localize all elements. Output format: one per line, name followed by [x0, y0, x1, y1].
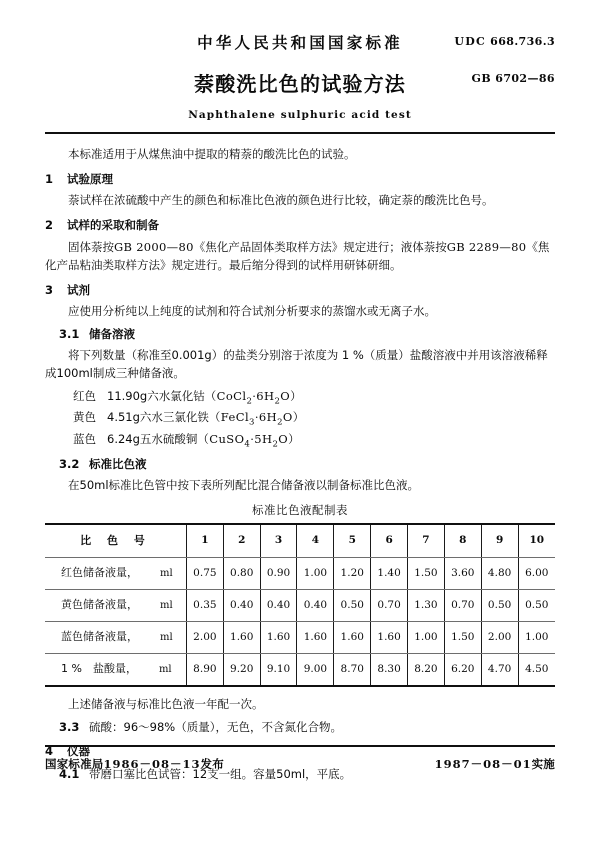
table-col-header-4: 4 — [297, 525, 334, 557]
table-cell: 1.60 — [260, 621, 297, 653]
document-body — [45, 134, 555, 784]
chemical-blue-amount: 6.24g — [107, 431, 140, 446]
table-cell: 8.30 — [371, 653, 408, 685]
section-3-number: 3 — [45, 282, 54, 297]
table-cell: 1.50 — [444, 621, 481, 653]
table-cell: 1.00 — [297, 557, 334, 589]
gb-standard-number — [472, 73, 555, 84]
section-3-3-number: 3.3 — [59, 719, 80, 734]
table-cell: 0.35 — [186, 589, 223, 621]
table-cell: 2.00 — [481, 621, 518, 653]
standard-color-solution-table — [45, 525, 555, 685]
table-row-unit-blue: ml — [160, 631, 173, 643]
table-cell: 9.20 — [223, 653, 260, 685]
table-cell: 0.40 — [260, 589, 297, 621]
chemical-blue-name: 五水硫酸铜 — [139, 431, 198, 446]
scope-paragraph: 本标准适用于从煤焦油中提取的精萘的酸洗比色的试验。 — [68, 147, 356, 161]
chemical-yellow-amount: 4.51g — [107, 410, 140, 425]
table-row-label-red-text: 红色储备液量， — [61, 565, 138, 579]
table-cell: 1.60 — [223, 621, 260, 653]
table-row — [45, 589, 555, 621]
section-1-heading — [45, 170, 555, 189]
table-cell: 1.20 — [334, 557, 371, 589]
table-row — [45, 557, 555, 589]
section-2-ref-1: GB 2000—80 — [114, 239, 194, 254]
footer-effective-suffix: 实施 — [531, 757, 555, 771]
table-row-label-blue — [45, 621, 186, 653]
section-1-number: 1 — [45, 171, 54, 186]
section-3-2-body: 在50ml标准比色管中按下表所列配比混合储备液以制备标准比色液。 — [68, 477, 420, 492]
table-cell: 4.70 — [481, 653, 518, 685]
chemical-yellow-name: 六水三氯化铁 — [139, 410, 209, 425]
table-row-label-red — [45, 557, 186, 589]
table-cell: 1.60 — [334, 621, 371, 653]
table-col-header-1: 1 — [186, 525, 223, 557]
udc-number — [454, 36, 555, 47]
section-2-number: 2 — [45, 217, 54, 232]
chemical-red-formula: $(CoCl_2\cdot 6H_2O)$ — [204, 388, 302, 407]
section-2-title: 试样的采取和制备 — [67, 217, 159, 232]
udc-label: UDC — [454, 35, 486, 48]
table-cell: 0.70 — [444, 589, 481, 621]
table-row — [45, 621, 555, 653]
table-row — [45, 653, 555, 685]
section-2-text-pre: 固体萘按 — [68, 239, 114, 254]
table-cell: 3.60 — [444, 557, 481, 589]
section-1-title: 试验原理 — [67, 171, 113, 186]
section-4-number: 4 — [45, 744, 54, 759]
chemical-red-name: 六水氯化钴 — [147, 388, 205, 403]
chemical-red — [45, 387, 555, 408]
section-2-text-mid-2: 《焦化产品粘油类取样方法》规定进行。最后缩分得到的试样用研钵研细。 — [45, 239, 550, 273]
table-row-label-yellow-text: 黄色储备液量， — [61, 597, 138, 611]
section-3-3-text: 硫酸：96～98%（质量），无色，不含氮化合物。 — [89, 719, 342, 734]
chemical-red-amount: 11.90g — [107, 388, 148, 403]
table-cell: 9.00 — [297, 653, 334, 685]
table-col-header-2: 2 — [223, 525, 260, 557]
table-cell: 4.50 — [518, 653, 555, 685]
table-row-unit-red: ml — [160, 567, 173, 579]
table-cell: 0.80 — [223, 557, 260, 589]
table-cell: 0.90 — [260, 557, 297, 589]
table-row-label-blue-text: 蓝色储备液量， — [61, 629, 138, 643]
table-cell: 2.00 — [186, 621, 223, 653]
section-3-1-number: 3.1 — [59, 327, 80, 341]
section-3-3 — [45, 718, 555, 737]
table-cell: 0.50 — [334, 589, 371, 621]
table-cell: 0.50 — [481, 589, 518, 621]
table-col-header-8: 8 — [444, 525, 481, 557]
gb-value: 6702—86 — [495, 72, 555, 85]
section-3-heading — [45, 281, 555, 300]
section-3-2-heading — [45, 455, 555, 474]
table-col-header-5: 5 — [334, 525, 371, 557]
section-1-body: 萘试样在浓硫酸中产生的颜色和标准比色液的颜色进行比较，确定萘的酸洗比色号。 — [68, 193, 494, 208]
gb-label: GB — [471, 72, 492, 85]
table-col-header-7: 7 — [408, 525, 445, 557]
chemical-blue-formula: $(CuSO_4\cdot 5H_2O)$ — [197, 431, 300, 450]
table-cell: 1.00 — [408, 621, 445, 653]
footer-issue — [45, 756, 224, 772]
table-header-row — [45, 525, 555, 557]
chemical-yellow — [45, 408, 555, 429]
footer-issuer: 国家标准局 — [45, 757, 104, 771]
section-3-title: 试剂 — [67, 282, 90, 297]
table-row-unit-yellow: ml — [160, 599, 173, 611]
section-2-ref-2: GB 2289—80 — [446, 239, 527, 254]
footer-effective — [435, 756, 555, 772]
table-row-label-yellow — [45, 589, 186, 621]
table-col-header-6: 6 — [371, 525, 408, 557]
table-cell: 1.30 — [408, 589, 445, 621]
table-header-label: 比 色 号 — [45, 525, 186, 557]
table-cell: 1.40 — [371, 557, 408, 589]
chemical-blue — [45, 430, 555, 451]
section-3-2-note: 上述储备液与标准比色液一年配一次。 — [68, 697, 264, 712]
section-2-heading — [45, 216, 555, 235]
section-4-1-text: 带磨口塞比色试管：12支一组。容量50ml，平底。 — [89, 766, 352, 781]
section-3-1-body: 将下列数量（称准至0.001g）的盐类分别溶于浓度为 1 %（质量）盐酸溶液中并用该溶液稀释成100ml制成三种储备液。 — [45, 347, 548, 381]
udc-value: 668.736.3 — [490, 35, 555, 48]
table-cell: 0.70 — [371, 589, 408, 621]
footer-issue-date: 1986－08－13 — [103, 757, 201, 771]
table-cell: 8.90 — [186, 653, 223, 685]
national-standard-label: 中华人民共和国国家标准 — [197, 34, 403, 52]
table-cell: 8.70 — [334, 653, 371, 685]
table-col-header-10: 10 — [518, 525, 555, 557]
table-row-label-hcl — [45, 653, 186, 685]
footer-issue-suffix: 发布 — [200, 757, 224, 771]
section-3-2-title: 标准比色液 — [89, 457, 147, 472]
document-title-cn: 萘酸洗比色的试验方法 — [194, 71, 406, 96]
table-col-header-3: 3 — [260, 525, 297, 557]
table-cell: 6.20 — [444, 653, 481, 685]
table-cell: 4.80 — [481, 557, 518, 589]
document-masthead — [45, 0, 555, 125]
section-3-body: 应使用分析纯以上纯度的试剂和符合试剂分析要求的蒸馏水或无离子水。 — [68, 304, 436, 319]
table-cell: 0.40 — [223, 589, 260, 621]
section-2-text-mid-1: 《焦化产品固体类取样方法》规定进行；液体萘按 — [193, 239, 447, 254]
section-4-1-number: 4.1 — [59, 766, 80, 781]
document-footer — [45, 756, 555, 772]
table-cell: 1.60 — [297, 621, 334, 653]
table-cell: 0.75 — [186, 557, 223, 589]
table-cell: 1.50 — [408, 557, 445, 589]
table-row-label-hcl-text: 1 % 盐酸量， — [61, 662, 137, 676]
table-cell: 9.10 — [260, 653, 297, 685]
table-container — [45, 523, 555, 687]
footer-divider — [45, 745, 555, 747]
section-3-1-title: 储备溶液 — [89, 327, 135, 341]
section-3-1-heading — [45, 325, 555, 344]
section-3-2-number: 3.2 — [59, 457, 80, 472]
document-title-en: Naphthalene sulphuric acid test — [188, 108, 412, 121]
table-cell: 0.50 — [518, 589, 555, 621]
chemical-red-color: 红色 — [73, 388, 96, 403]
table-cell: 6.00 — [518, 557, 555, 589]
chemical-blue-color: 蓝色 — [73, 431, 96, 446]
footer-effective-date: 1987－08－01 — [434, 757, 532, 771]
table-row-unit-hcl: ml — [158, 664, 172, 676]
table-cell: 8.20 — [408, 653, 445, 685]
section-2-body — [45, 238, 555, 275]
table-col-header-9: 9 — [481, 525, 518, 557]
table-cell: 0.40 — [297, 589, 334, 621]
table-cell: 1.60 — [371, 621, 408, 653]
chemical-yellow-color: 黄色 — [73, 410, 96, 425]
table-cell: 1.00 — [518, 621, 555, 653]
section-4-title: 仪器 — [67, 744, 90, 759]
chemical-yellow-formula: $(FeCl_3\cdot 6H_2O)$ — [208, 410, 305, 428]
table-caption: 标准比色液配制表 — [252, 503, 348, 518]
